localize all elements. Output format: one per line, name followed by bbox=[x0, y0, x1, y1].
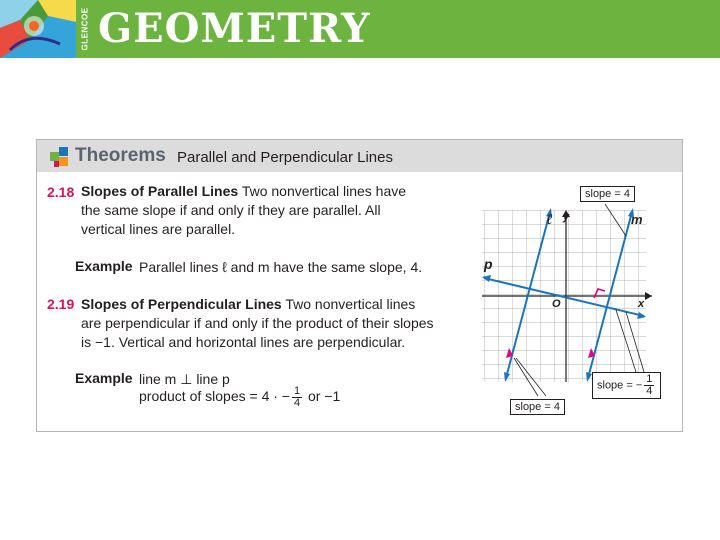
publisher-label: GLENCOE bbox=[80, 7, 90, 51]
theorem-title: Slopes of Parallel Lines bbox=[81, 183, 239, 199]
header-banner bbox=[0, 0, 720, 58]
callout-slope-m: slope = 4 bbox=[580, 186, 635, 202]
example-text: line m ⊥ line p bbox=[139, 371, 230, 387]
label-p: p bbox=[484, 256, 493, 272]
theorems-puzzle-icon bbox=[49, 146, 71, 168]
fraction-denominator: 4 bbox=[646, 385, 653, 397]
fraction-numerator: 1 bbox=[293, 385, 301, 397]
fraction bbox=[292, 386, 302, 409]
theorem-text: the same slope if and only if they are parallel. All bbox=[81, 202, 381, 218]
x-axis-arrow-icon bbox=[645, 292, 652, 300]
banner-divider bbox=[0, 58, 720, 62]
theorem-number: 2.19 bbox=[47, 296, 75, 312]
theorem-text: are perpendicular if and only if the product of their slopes bbox=[81, 315, 434, 331]
slope-graph bbox=[476, 182, 682, 422]
theorems-badge: Theorems bbox=[75, 145, 166, 166]
theorem-number: 2.18 bbox=[47, 184, 75, 200]
publisher-wordmark bbox=[78, 6, 92, 52]
theorem-text: Two nonvertical lines have bbox=[241, 183, 407, 199]
logo-graphic-icon bbox=[0, 0, 76, 58]
fraction-numerator: 1 bbox=[646, 373, 653, 385]
theorem-statement bbox=[81, 182, 461, 239]
label-x: x bbox=[638, 298, 645, 310]
page-title: GEOMETRY bbox=[98, 5, 371, 52]
theorem-title: Slopes of Perpendicular Lines bbox=[81, 296, 282, 312]
theorem-text: Two nonvertical lines bbox=[285, 296, 416, 312]
example-product bbox=[139, 386, 340, 409]
card-header bbox=[37, 140, 682, 172]
theorem-statement bbox=[81, 295, 461, 352]
theorem-text: vertical lines are parallel. bbox=[81, 221, 236, 237]
theorem-text: is −1. Vertical and horizontal lines are perpendicular. bbox=[81, 334, 406, 350]
fraction bbox=[644, 374, 654, 397]
fraction-denominator: 4 bbox=[293, 397, 301, 409]
label-origin: O bbox=[552, 298, 561, 310]
theorem-card bbox=[36, 139, 683, 432]
label-l: ℓ bbox=[546, 210, 553, 228]
example-product-text: or −1 bbox=[308, 388, 341, 405]
label-y: y bbox=[563, 211, 570, 223]
callout-slope-l: slope = 4 bbox=[510, 399, 565, 415]
label-m: m bbox=[631, 212, 643, 227]
callout-slope-p-text: slope = − bbox=[597, 379, 643, 392]
example-text: Parallel lines ℓ and m have the same slope, 4. bbox=[139, 259, 423, 275]
example-label: Example bbox=[75, 370, 133, 386]
callout-slope-p bbox=[592, 372, 661, 399]
card-topic: Parallel and Perpendicular Lines bbox=[177, 149, 393, 166]
example-product-text: product of slopes = 4 · − bbox=[139, 388, 290, 405]
example-label: Example bbox=[75, 258, 133, 274]
